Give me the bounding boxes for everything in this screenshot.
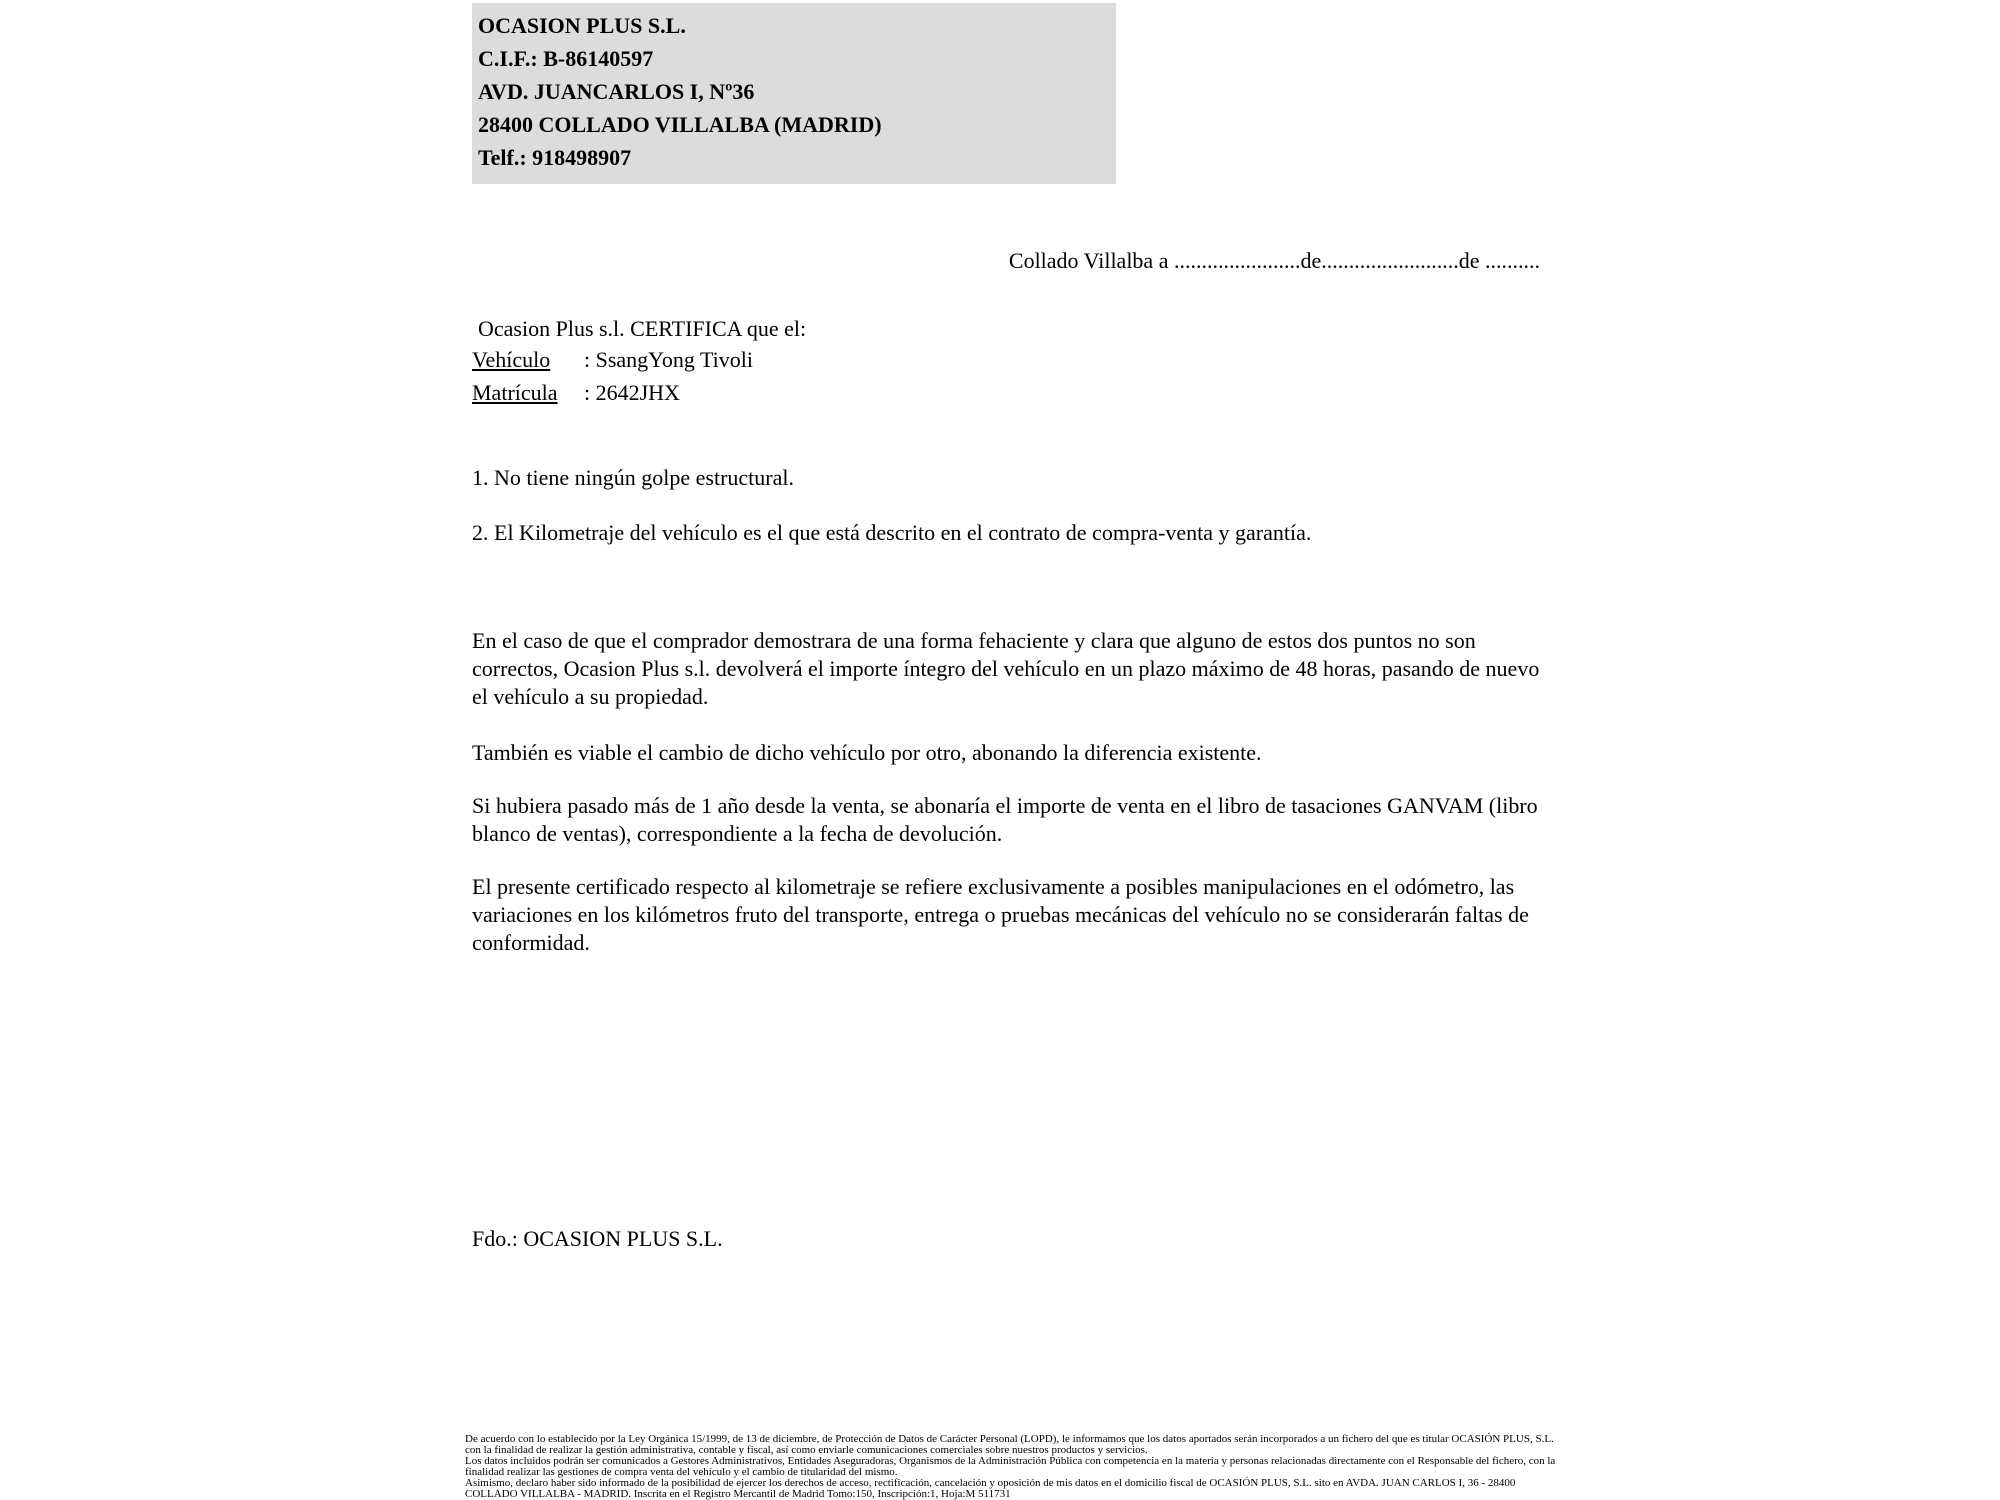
vehicle-field-row	[472, 343, 1540, 376]
ganvam-paragraph: Si hubiera pasado más de 1 año desde la venta, se abonaría el importe de venta en el libro de tasaciones GANVAM (libro blanco de ventas), correspondiente a la fecha de devolución.	[472, 793, 1538, 846]
legal-footer	[465, 1434, 1557, 1500]
company-city: 28400 COLLADO VILLALBA (MADRID)	[478, 112, 882, 137]
odometer-paragraph: El presente certificado respecto al kilometraje se refiere exclusivamente a posibles manipulaciones en el odómetro, las variaciones en los kilómetros fruto del transporte, entrega o pruebas mecánicas del vehículo no se considerarán faltas de conformidad.	[472, 874, 1529, 955]
company-address: AVD. JUANCARLOS I, Nº36	[478, 79, 755, 104]
certified-point-2: 2. El Kilometraje del vehículo es el que está descrito en el contrato de compra-venta y garantía.	[472, 520, 1312, 545]
company-phone: Telf.: 918498907	[478, 145, 632, 170]
plate-value: : 2642JHX	[584, 380, 680, 405]
signature-line: Fdo.: OCASION PLUS S.L.	[472, 1226, 723, 1251]
plate-field-row	[472, 376, 1540, 409]
exchange-paragraph: También es viable el cambio de dicho vehículo por otro, abonando la diferencia existente.	[472, 740, 1262, 765]
company-cif: C.I.F.: B-86140597	[478, 46, 654, 71]
certify-intro: Ocasion Plus s.l. CERTIFICA que el:	[478, 316, 807, 341]
certified-point-1: 1. No tiene ningún golpe estructural.	[472, 465, 794, 490]
date-line: Collado Villalba a .......................de.........................de ..........	[1008, 248, 1540, 273]
legal-paragraph-data-sharing: Los datos incluidos podrán ser comunicados a Gestores Administrativos, Entidades Aseguradoras, Organismos de la Administración Pública con competencia en la materia y personas relacionadas directamente con el Responsable del fichero, con la finalidad realizar las gestiones de compra venta del vehículo y el cambio de titularidad del mismo.	[465, 1455, 1556, 1478]
legal-paragraph-rights: Asimismo, declaro haber sido informado de la posibilidad de ejercer los derechos de acceso, rectificación, cancelación y oposición de mis datos en el domicilio fiscal de OCASIÓN PLUS, S.L. sito en AVDA. JUAN CARLOS I, 36 - 28400 COLLADO VILLALBA - MADRID. Inscrita en el Registro Mercantil de Madrid Tomo:150, Inscripción:1, Hoja:M 511731	[465, 1477, 1516, 1500]
plate-label: Matrícula	[472, 380, 558, 405]
company-name: OCASION PLUS S.L.	[478, 13, 686, 38]
legal-paragraph-lopd: De acuerdo con lo establecido por la Ley Orgánica 15/1999, de 13 de diciembre, de Protección de Datos de Carácter Personal (LOPD), le informamos que los datos aportados serán incorporados a un fichero del que es titular OCASIÓN PLUS, S.L. con la finalidad de realizar la gestión administrativa, contable y fiscal, así como enviarle comunicaciones comerciales sobre nuestros productos y servicios.	[465, 1433, 1554, 1456]
document-body	[472, 177, 1540, 1253]
refund-paragraph: En el caso de que el comprador demostrara de una forma fehaciente y clara que alguno de estos dos puntos no son correctos, Ocasion Plus s.l. devolverá el importe íntegro del vehículo en un plazo máximo de 48 horas, pasando de nuevo el vehículo a su propiedad.	[472, 628, 1540, 709]
vehicle-value: : SsangYong Tivoli	[584, 347, 753, 372]
vehicle-label: Vehículo	[472, 347, 551, 372]
company-header-box	[472, 3, 1116, 184]
